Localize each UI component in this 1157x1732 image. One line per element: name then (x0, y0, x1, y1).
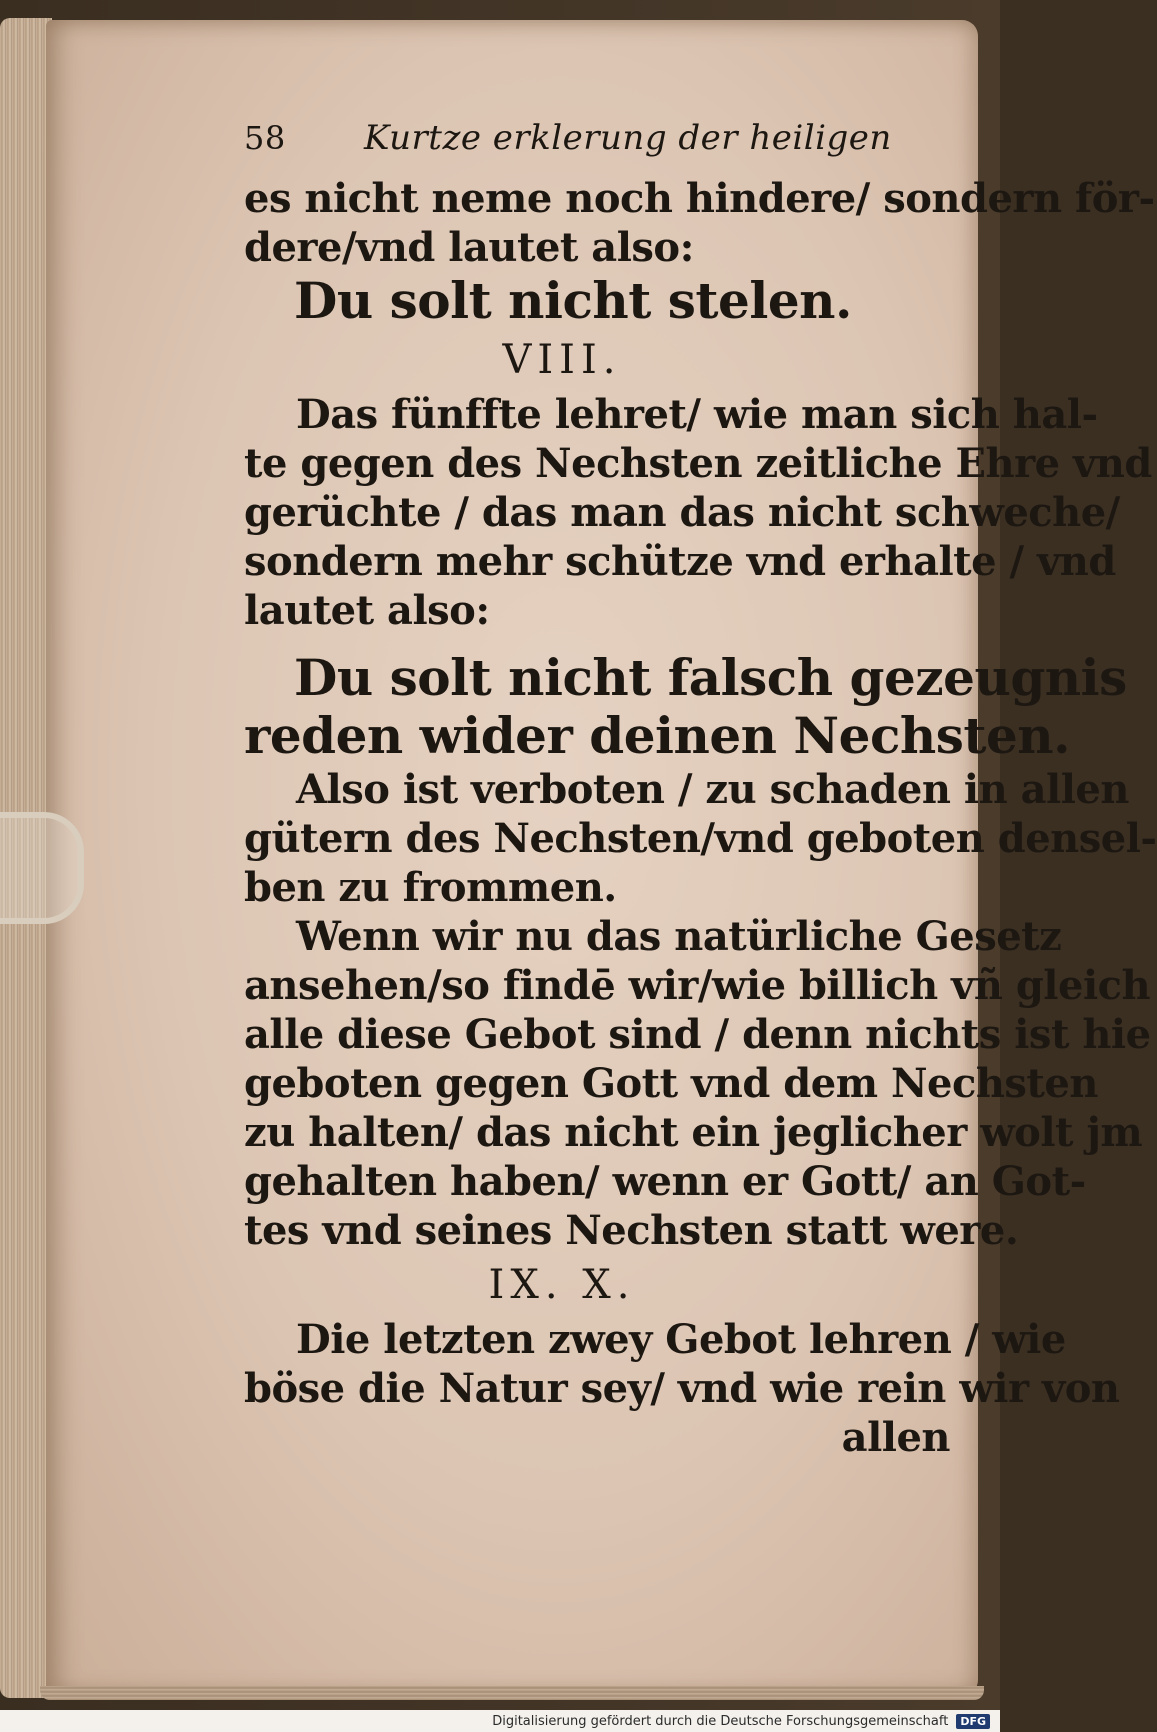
text-line: böse die Natur sey/ vnd wie rein wir von (244, 1365, 1120, 1412)
commandment-eighth-line: Du solt nicht falsch gezeugnis (294, 648, 1127, 707)
page-number: 58 (244, 119, 286, 157)
book-clasp (0, 812, 84, 924)
text-line: sondern mehr schütze vnd erhalte / vnd (244, 538, 1116, 585)
book-bottom-edge (40, 1686, 984, 1700)
page-text (244, 118, 1157, 1462)
text-line: alle diese Gebot sind / denn nichts ist hie (244, 1011, 1151, 1058)
section-numeral-viii: VIII. (502, 337, 622, 383)
text-line: Wenn wir nu das natürliche Gesetz (296, 913, 1062, 960)
text-line: Das fünffte lehret/ wie man sich hal- (296, 391, 1098, 438)
text-line: gütern des Nechsten/vnd geboten densel- (244, 815, 1157, 862)
text-line: geboten gegen Gott vnd dem Nechsten (244, 1060, 1098, 1107)
text-line: ansehen/so findē wir/wie billich vñ gleich (244, 962, 1151, 1009)
text-line: Also ist verboten / zu schaden in allen (296, 766, 1129, 813)
text-line: Die letzten zwey Gebot lehren / wie (296, 1316, 1066, 1363)
text-line: gehalten haben/ wenn er Gott/ an Got- (244, 1158, 1086, 1205)
digitization-credit: Digitalisierung gefördert durch die Deutsche Forschungsgemeinschaft (492, 1713, 949, 1729)
running-head-title: Kurtze erklerung der heiligen (364, 118, 892, 158)
text-line: zu halten/ das nicht ein jeglicher wolt jm (244, 1109, 1143, 1156)
text-line: lautet also: (244, 587, 490, 634)
commandment-seventh: Du solt nicht stelen. (294, 271, 852, 330)
text-line: dere/vnd lautet also: (244, 224, 694, 271)
running-head (244, 118, 960, 174)
commandment-eighth-line: reden wider deinen Nechsten. (244, 706, 1071, 765)
text-line: gerüchte / das man das nicht schweche/ (244, 489, 1120, 536)
text-line: tes vnd seines Nechsten statt were. (244, 1207, 1019, 1254)
digitization-credit-bar (0, 1710, 1000, 1732)
section-numeral-ix-x: IX. X. (488, 1262, 636, 1308)
dfg-logo: DFG (956, 1714, 990, 1729)
text-line: ben zu frommen. (244, 864, 617, 911)
text-line: te gegen des Nechsten zeitliche Ehre vnd (244, 440, 1152, 487)
catchword: allen (841, 1414, 950, 1461)
text-line: es nicht neme noch hindere/ sondern för- (244, 175, 1155, 222)
